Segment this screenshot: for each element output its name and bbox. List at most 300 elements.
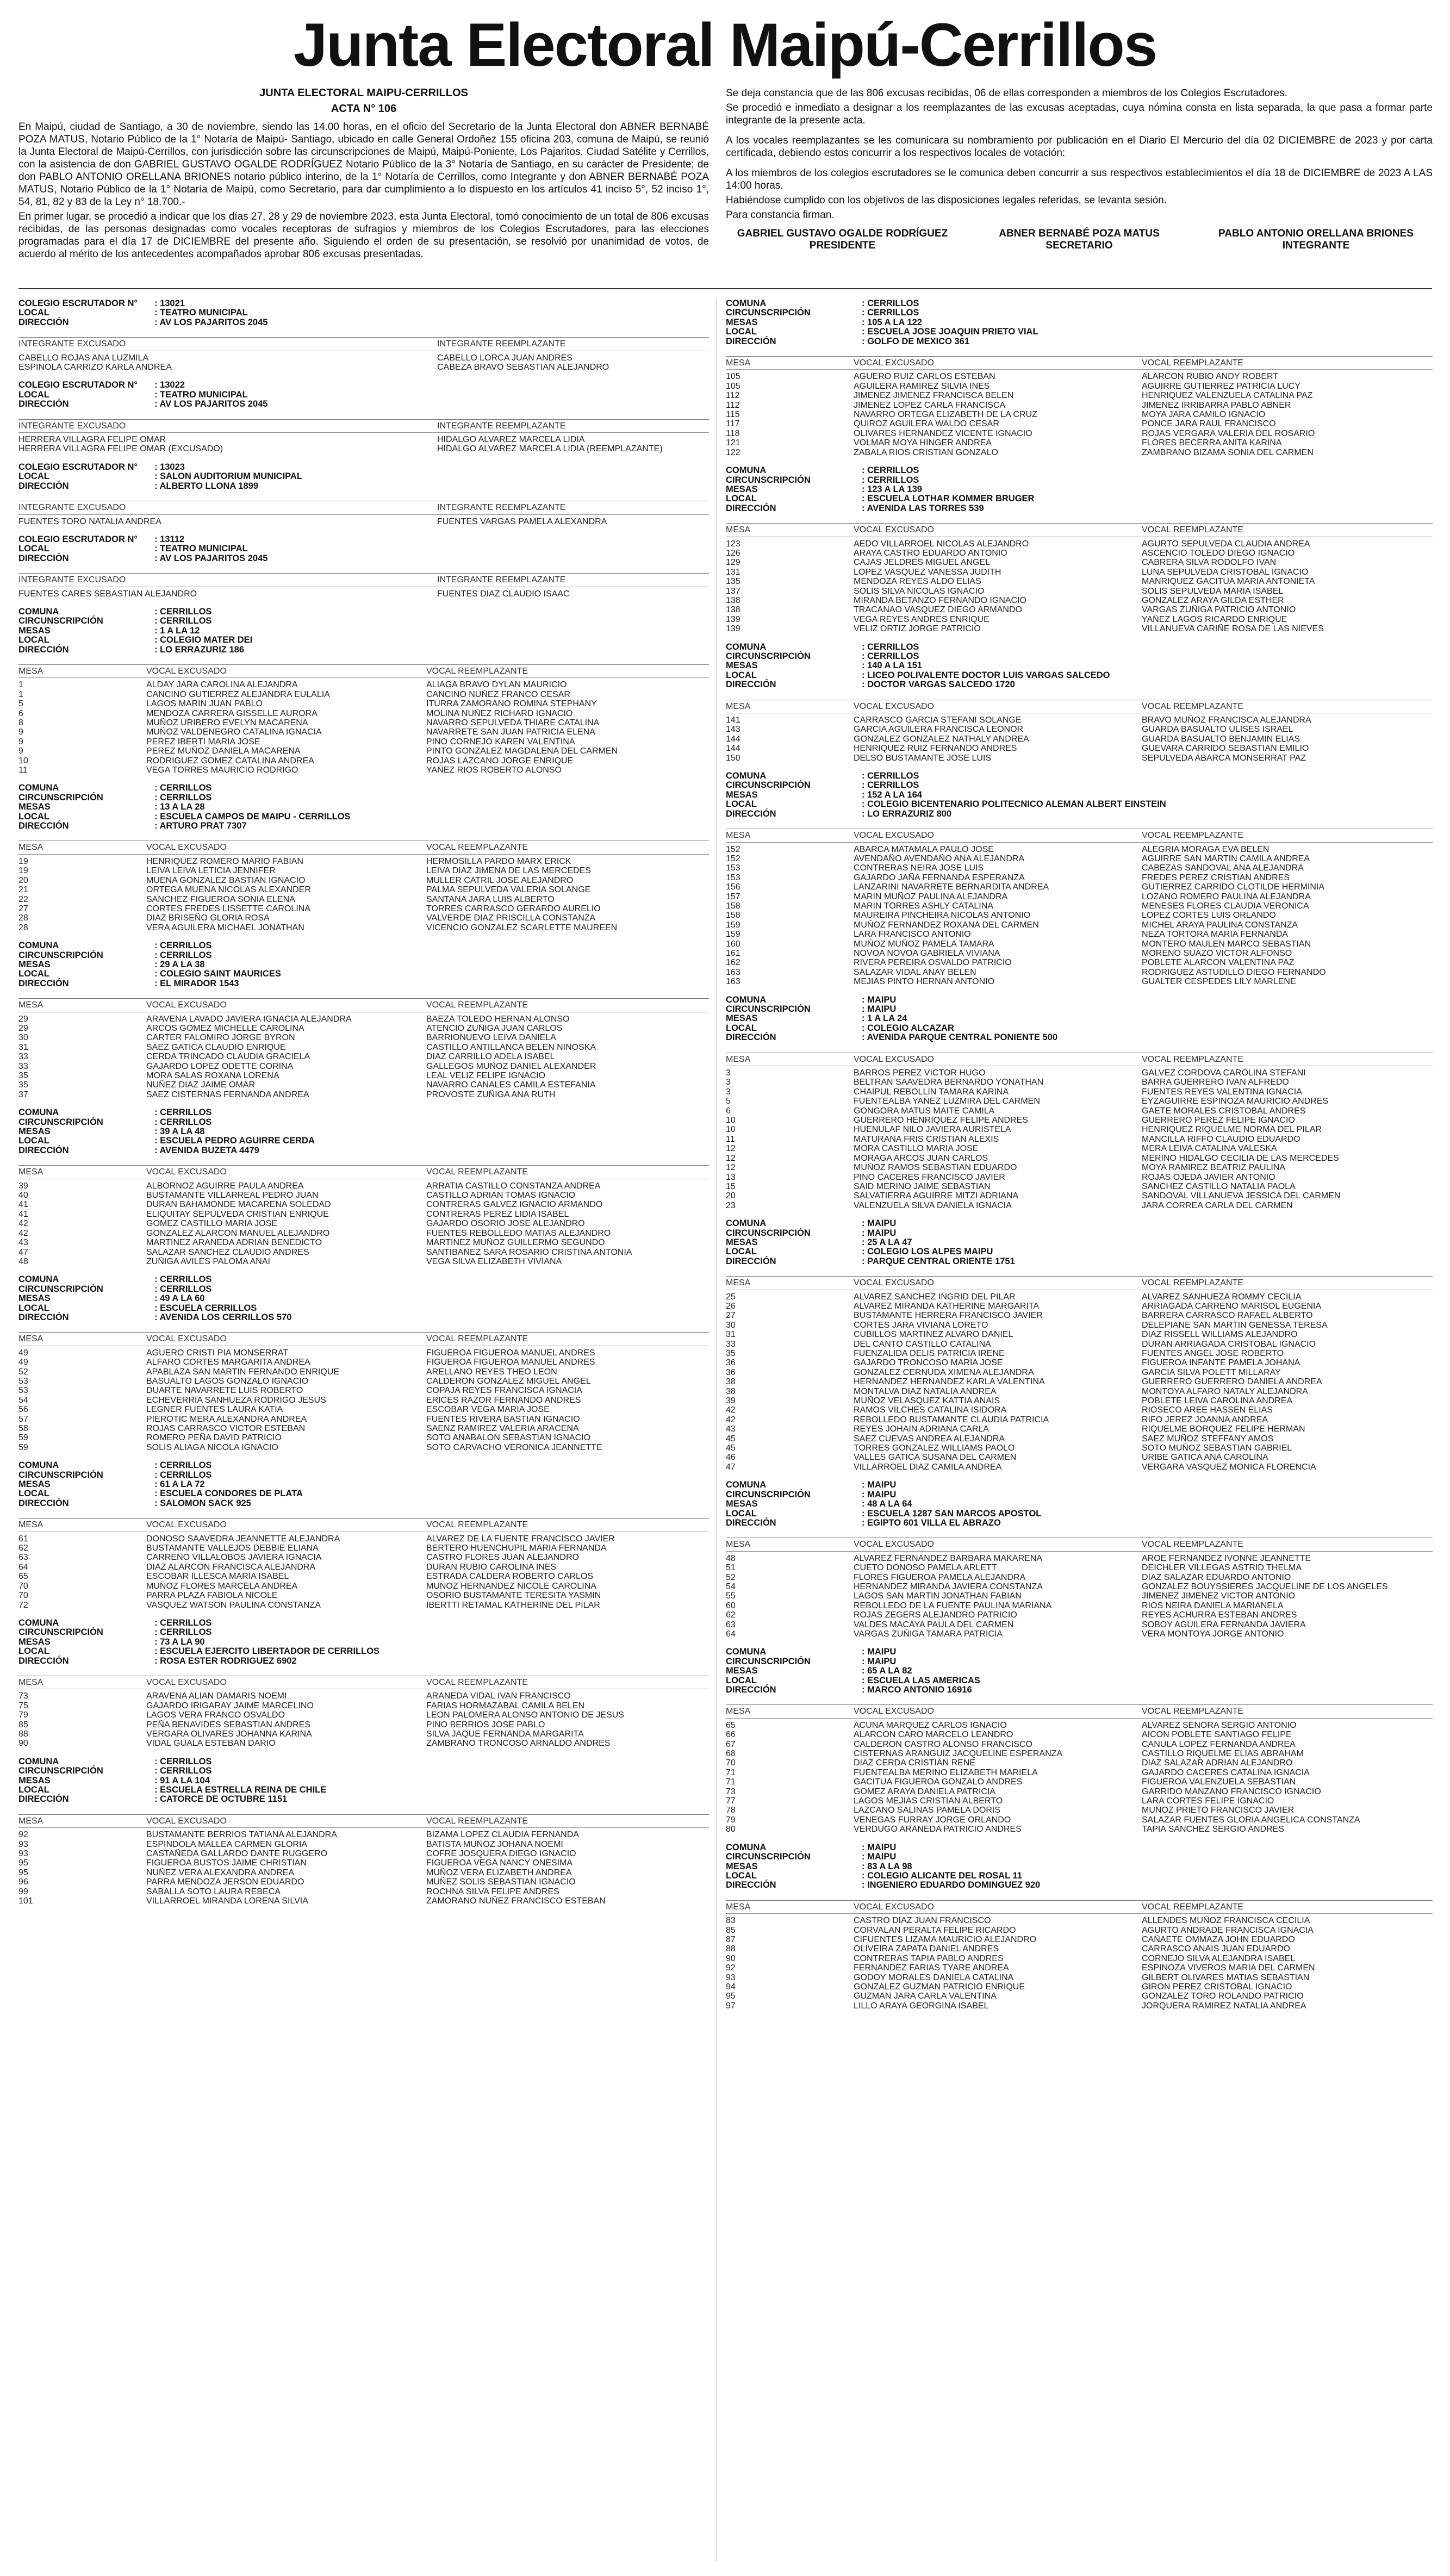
mesa-section bbox=[18, 1108, 709, 1266]
section-address bbox=[18, 1146, 709, 1155]
section-circunscripcion-label: CIRCUNSCRIPCIÓN bbox=[18, 1117, 103, 1127]
table-row bbox=[726, 1396, 1433, 1405]
section-mesas-value: : 29 A LA 38 bbox=[154, 959, 205, 969]
col-header: MESA bbox=[726, 525, 751, 535]
section-comuna-value: : MAIPU bbox=[862, 1842, 897, 1852]
section-mesas bbox=[726, 1862, 1433, 1871]
excused-vocal: LARA FRANCISCO ANTONIO bbox=[854, 930, 971, 939]
table-row bbox=[726, 1806, 1433, 1815]
colegio-number bbox=[18, 381, 709, 390]
col-header: VOCAL REEMPLAZANTE bbox=[1142, 525, 1244, 535]
mesa-section bbox=[18, 1619, 709, 1749]
replacement-vocal: ARELLANO REYES THEO LEON bbox=[426, 1367, 557, 1377]
excused-vocal: NAVARRO ORTEGA ELIZABETH DE LA CRUZ bbox=[854, 410, 1037, 420]
section-address-value: : ROSA ESTER RODRIGUEZ 6902 bbox=[154, 1656, 297, 1666]
mesa-number: 5 bbox=[726, 1097, 731, 1106]
mesa-number: 22 bbox=[18, 894, 28, 904]
mesa-number: 93 bbox=[726, 1973, 736, 1982]
excused-vocal: GAJARDO TRONCOSO MARIA JOSE bbox=[854, 1358, 1003, 1368]
table-row bbox=[726, 1796, 1433, 1806]
table-row bbox=[726, 744, 1433, 753]
replacement-vocal: SEPULVEDA ABARCA MONSERRAT PAZ bbox=[1142, 753, 1306, 763]
excused-vocal: FLORES FIGUEROA PAMELA ALEJANDRA bbox=[854, 1572, 1026, 1582]
replacement-vocal: MUÑEZ SOLIS SEBASTIAN IGNACIO bbox=[426, 1877, 576, 1887]
excused-vocal: DIAZ CERDA CRISTIAN RENE bbox=[854, 1758, 976, 1768]
table-row bbox=[726, 1311, 1433, 1320]
excused-vocal: HERNANDEZ MIRANDA JAVIERA CONSTANZA bbox=[854, 1582, 1043, 1591]
col-header: MESA bbox=[18, 1520, 43, 1530]
section-local bbox=[18, 1785, 709, 1795]
replacement-vocal: RIOSECO AREE HASSEN ELIAS bbox=[1142, 1405, 1273, 1415]
section-mesas bbox=[18, 1480, 709, 1489]
excused-vocal: MUÑOZ URIBERO EVELYN MACARENA bbox=[146, 718, 308, 727]
section-circunscripcion bbox=[726, 308, 1433, 318]
excused-vocal: PEREZ IBERTI MARIA JOSE bbox=[146, 737, 260, 746]
section-circunscripcion-label: CIRCUNSCRIPCIÓN bbox=[18, 1766, 103, 1776]
excused-vocal: CUBILLOS MARTINEZ ALVARO DANIEL bbox=[854, 1330, 1013, 1340]
excused-vocal: ARCOS GOMEZ MICHELLE CAROLINA bbox=[146, 1023, 304, 1033]
table-row bbox=[726, 596, 1433, 605]
mesa-number: 71 bbox=[726, 1777, 736, 1787]
replacement-vocal: ALLENDES MUÑOZ FRANCISCA CECILIA bbox=[1142, 1916, 1310, 1926]
section-local-value: : COLEGIO ALICANTE DEL ROSAL 11 bbox=[862, 1870, 1022, 1881]
table-row bbox=[18, 1563, 709, 1572]
mesa-number: 10 bbox=[726, 1125, 736, 1135]
excused-vocal: MARTINEZ ARANEDA ADRIAN BENEDICTO bbox=[146, 1238, 322, 1248]
section-local bbox=[18, 1489, 709, 1498]
section-mesas-value: : 105 A LA 122 bbox=[862, 317, 922, 327]
mesa-number: 30 bbox=[18, 1033, 28, 1043]
mesa-number: 70 bbox=[18, 1581, 28, 1591]
replacement-vocal: ROJAS VERGARA VALERIA DEL ROSARIO bbox=[1142, 428, 1315, 438]
col-header: MESA bbox=[726, 1707, 751, 1716]
acta-number: ACTA N° 106 bbox=[331, 103, 397, 115]
section-circunscripcion bbox=[726, 781, 1433, 790]
excused-vocal: ABARCA MATAMALA PAULO JOSE bbox=[854, 844, 994, 854]
excused-vocal: ROMERO PEÑA DAVID PATRICIO bbox=[146, 1433, 282, 1443]
mesa-number: 72 bbox=[18, 1600, 28, 1610]
table-header bbox=[18, 573, 709, 587]
replacement-vocal: ESPINOZA VIVEROS MARIA DEL CARMEN bbox=[1142, 1963, 1315, 1973]
section-circunscripcion-label: CIRCUNSCRIPCIÓN bbox=[726, 780, 811, 791]
mesa-number: 21 bbox=[18, 885, 28, 895]
section-circunscripcion-value: : CERRILLOS bbox=[154, 1766, 212, 1776]
table-row bbox=[18, 1257, 709, 1266]
table-row bbox=[726, 391, 1433, 400]
section-comuna bbox=[726, 299, 1433, 308]
section-address-value: : DOCTOR VARGAS SALCEDO 1720 bbox=[862, 680, 1015, 690]
mesa-number: 131 bbox=[726, 567, 740, 577]
replacement-vocal: MOYA JARA CAMILO IGNACIO bbox=[1142, 410, 1266, 420]
table-row bbox=[18, 1219, 709, 1228]
mesa-number: 43 bbox=[18, 1238, 28, 1248]
mesa-number: 137 bbox=[726, 586, 740, 596]
section-comuna bbox=[18, 941, 709, 950]
replacement-vocal: AGUIRRE SAN MARTIN CAMILA ANDREA bbox=[1142, 854, 1310, 863]
replacement-vocal: GIRON PEREZ CRISTOBAL IGNACIO bbox=[1142, 1982, 1292, 1992]
section-circunscripcion bbox=[18, 951, 709, 960]
section-circunscripcion bbox=[726, 476, 1433, 485]
replacement-vocal: LEAL VELIZ FELIPE IGNACIO bbox=[426, 1071, 546, 1080]
section-comuna-value: : CERRILLOS bbox=[154, 1107, 212, 1118]
table-row bbox=[18, 1433, 709, 1442]
excused-vocal: MUÑOZ VALDENEGRO CATALINA IGNACIA bbox=[146, 727, 322, 737]
table-row bbox=[18, 1396, 709, 1405]
excused-vocal: PARRA MENDOZA JERSON EDUARDO bbox=[146, 1877, 304, 1887]
table-header bbox=[18, 1165, 709, 1179]
section-address-label: DIRECCIÓN bbox=[18, 644, 69, 655]
replacement-vocal: ZAMBRANO BIZAMA SONIA DEL CARMEN bbox=[1142, 447, 1314, 457]
excused-vocal: GONZALEZ GONZALEZ NATHALY ANDREA bbox=[854, 734, 1029, 744]
section-comuna bbox=[726, 1647, 1433, 1657]
section-local-label: LOCAL bbox=[18, 811, 49, 822]
mesa-number: 135 bbox=[726, 577, 740, 587]
col-header: VOCAL REEMPLAZANTE bbox=[1142, 358, 1244, 368]
col-header: VOCAL EXCUSADO bbox=[146, 1816, 227, 1826]
replacement-vocal: SANTANA JARA LUIS ALBERTO bbox=[426, 894, 555, 904]
mesa-number: 36 bbox=[726, 1358, 736, 1368]
table-row bbox=[726, 1377, 1433, 1386]
replacement-vocal: REYES ACHURRA ESTEBAN ANDRES bbox=[1142, 1610, 1297, 1620]
table-row bbox=[726, 1116, 1433, 1125]
replacement-vocal: VALVERDE DIAZ PRISCILLA CONSTANZA bbox=[426, 913, 596, 923]
section-circunscripcion-label: CIRCUNSCRIPCIÓN bbox=[18, 792, 103, 802]
table-row bbox=[18, 444, 709, 453]
colegio-local-label: LOCAL bbox=[18, 544, 49, 554]
section-circunscripcion bbox=[726, 1005, 1433, 1014]
replacement-vocal: MONTOYA ALFARO NATALY ALEJANDRA bbox=[1142, 1386, 1308, 1396]
excused-vocal: ARAYA CASTRO EDUARDO ANTONIO bbox=[854, 548, 1007, 558]
mesa-number: 30 bbox=[726, 1320, 736, 1330]
mesa-number: 39 bbox=[18, 1181, 28, 1191]
replacement-vocal: AGUIRRE GUTIERREZ PATRICIA LUCY bbox=[1142, 381, 1300, 391]
mesa-number: 99 bbox=[18, 1887, 28, 1896]
table-row bbox=[726, 2001, 1433, 2011]
mesa-number: 38 bbox=[726, 1386, 736, 1396]
excused-vocal: REYES JOHAIN ADRIANA CARLA bbox=[854, 1424, 989, 1434]
table-row bbox=[18, 1534, 709, 1544]
excused-vocal: AEDO VILLARROEL NICOLAS ALEJANDRO bbox=[854, 539, 1029, 549]
replacement-vocal: SAEZ MUÑOZ STEFFANY AMOS bbox=[1142, 1434, 1274, 1443]
mesa-number: 64 bbox=[18, 1562, 28, 1572]
section-address-label: DIRECCIÓN bbox=[18, 1312, 69, 1322]
section-mesas bbox=[726, 1666, 1433, 1676]
mesa-number: 95 bbox=[18, 1868, 28, 1877]
excused-vocal: QUIROZ AGUILERA WALDO CESAR bbox=[854, 419, 999, 429]
excused-vocal: BUSTAMANTE BERRIOS TATIANA ALEJANDRA bbox=[146, 1830, 337, 1840]
table-header bbox=[726, 356, 1433, 370]
table-row bbox=[726, 419, 1433, 428]
replacement-vocal: SANCHEZ CASTILLO NATALIA PAOLA bbox=[1142, 1181, 1296, 1191]
section-local-value: : ESCUELA PEDRO AGUIRRE CERDA bbox=[154, 1136, 315, 1146]
mesa-section bbox=[18, 607, 709, 775]
table-row bbox=[726, 1078, 1433, 1087]
replacement-vocal: SAENZ RAMIREZ VALERIA ARACENA bbox=[426, 1424, 579, 1433]
col-header: VOCAL EXCUSADO bbox=[854, 525, 934, 535]
replacement-vocal: FARIAS HORMAZABAL CAMILA BELEN bbox=[426, 1701, 585, 1710]
replacement-vocal: CONTRERAS GALVEZ IGNACIO ARMANDO bbox=[426, 1200, 603, 1210]
mesa-number: 11 bbox=[18, 766, 28, 775]
table-row bbox=[18, 857, 709, 866]
excused-vocal: MUÑOZ FLORES MARCELA ANDREA bbox=[146, 1581, 298, 1591]
replacement-vocal: DEICHLER VILLEGAS ASTRID THELMA bbox=[1142, 1563, 1302, 1573]
replacement-vocal: RIFO JEREZ JOANNA ANDREA bbox=[1142, 1415, 1268, 1424]
table-row bbox=[18, 1729, 709, 1739]
mesa-number: 52 bbox=[18, 1367, 28, 1377]
excused-vocal: GAJARDO IRIGARAY JAIME MARCELINO bbox=[146, 1701, 314, 1710]
col-header: INTEGRANTE REEMPLAZANTE bbox=[437, 575, 566, 585]
section-address-value: : AVENIDA LAS TORRES 539 bbox=[862, 503, 984, 513]
mesa-number: 58 bbox=[18, 1424, 28, 1433]
excused-vocal: BUSTAMANTE VILLARREAL PEDRO JUAN bbox=[146, 1191, 319, 1200]
mesa-number: 42 bbox=[726, 1405, 736, 1415]
mesa-number: 37 bbox=[18, 1090, 28, 1099]
replacement-vocal: OSORIO BUSTAMANTE TERESITA YASMIN bbox=[426, 1591, 601, 1601]
section-mesas bbox=[18, 1776, 709, 1785]
excused-vocal: HUENULAF NILO JAVIERA AURISTELA bbox=[854, 1125, 1011, 1135]
table-row bbox=[18, 1710, 709, 1720]
excused-vocal: ALBORNOZ AGUIRRE PAULA ANDREA bbox=[146, 1181, 304, 1191]
excused-vocal: ZABALA RIOS CRISTIAN GONZALO bbox=[854, 447, 998, 457]
mesa-number: 153 bbox=[726, 873, 740, 882]
replacement-vocal: ESCOBAR VEGA MARIA JOSE bbox=[426, 1405, 550, 1415]
replacement-vocal: LOPEZ CORTES LUIS ORLANDO bbox=[1142, 911, 1276, 920]
section-address-label: DIRECCIÓN bbox=[18, 1498, 69, 1508]
table-row bbox=[726, 1097, 1433, 1106]
replacement-vocal: GALLEGOS MUÑOZ DANIEL ALEXANDER bbox=[426, 1061, 596, 1071]
excused-vocal: PINO CACERES FRANCISCO JAVIER bbox=[854, 1172, 1005, 1182]
replacement-vocal: SANTIBAÑEZ SARA ROSARIO CRISTINA ANTONIA bbox=[426, 1247, 632, 1257]
table-row bbox=[726, 1292, 1433, 1302]
table-row bbox=[18, 866, 709, 875]
mesa-number: 28 bbox=[18, 913, 28, 923]
section-mesas bbox=[18, 626, 709, 636]
section-comuna bbox=[726, 1480, 1433, 1490]
col-header: MESA bbox=[726, 1902, 751, 1912]
acta-paragraph-6: A los miembros de los colegios escrutadores se le comunica deben concurrir a sus respectivos establecimientos el día 18 de DICIEMBRE de 2023 A LAS 14:00 horas. bbox=[726, 167, 1433, 191]
mesa-number: 92 bbox=[726, 1963, 736, 1973]
table-row bbox=[18, 709, 709, 718]
table-row bbox=[18, 1849, 709, 1858]
table-row bbox=[18, 1691, 709, 1701]
replacement-vocal: GALVEZ CORDOVA CAROLINA STEFANI bbox=[1142, 1068, 1306, 1078]
col-header: MESA bbox=[18, 1677, 43, 1687]
section-address bbox=[18, 1313, 709, 1322]
table-header bbox=[18, 337, 709, 351]
colegio-local-value: : TEATRO MUNICIPAL bbox=[154, 389, 248, 400]
mesa-number: 51 bbox=[726, 1563, 736, 1573]
replacement-vocal: CONTRERAS PEREZ LIDIA ISABEL bbox=[426, 1209, 569, 1219]
mesa-section bbox=[726, 643, 1433, 763]
table-row bbox=[18, 1080, 709, 1090]
col-header: INTEGRANTE REEMPLAZANTE bbox=[437, 503, 566, 513]
excused-vocal: VERA AGUILERA MICHAEL JONATHAN bbox=[146, 923, 304, 932]
excused-vocal: ORTEGA MUENA NICOLAS ALEXANDER bbox=[146, 885, 311, 895]
excused-vocal: LOPEZ VASQUEZ VANESSA JUDITH bbox=[854, 567, 1001, 577]
excused-vocal: LEIVA LEIVA LETICIA JENNIFER bbox=[146, 866, 276, 876]
excused-vocal: CUETO DONOSO PAMELA ARLETT bbox=[854, 1563, 997, 1573]
excused-vocal: GONGORA MATUS MAITE CAMILA bbox=[854, 1106, 995, 1116]
section-comuna-label: COMUNA bbox=[18, 1756, 59, 1766]
excused-vocal: CORTES JARA VIVIANA LORETO bbox=[854, 1320, 988, 1330]
section-comuna-value: : CERRILLOS bbox=[862, 642, 919, 652]
table-row bbox=[18, 353, 709, 363]
table-row bbox=[18, 1024, 709, 1033]
replacement-vocal: DIAZ RISSELL WILLIAMS ALEJANDRO bbox=[1142, 1330, 1298, 1340]
mesa-number: 10 bbox=[726, 1116, 736, 1125]
mesa-number: 143 bbox=[726, 725, 740, 735]
table-header bbox=[726, 523, 1433, 537]
mesa-number: 15 bbox=[726, 1181, 736, 1191]
table-row bbox=[726, 1163, 1433, 1172]
section-comuna-value: : MAIPU bbox=[862, 1480, 897, 1490]
table-row bbox=[18, 1248, 709, 1257]
table-row bbox=[726, 539, 1433, 549]
section-address-value: : PARQUE CENTRAL ORIENTE 1751 bbox=[862, 1256, 1015, 1266]
table-row bbox=[18, 1887, 709, 1896]
colegio-number-value: : 13022 bbox=[154, 380, 185, 390]
colegio-number-label: COLEGIO ESCRUTADOR N° bbox=[18, 298, 138, 308]
section-comuna bbox=[726, 643, 1433, 652]
excused-vocal: LILLO ARAYA GEORGINA ISABEL bbox=[854, 2001, 989, 2011]
excused-vocal: ESCOBAR ILLESCA MARIA ISABEL bbox=[146, 1572, 289, 1582]
section-local bbox=[18, 636, 709, 645]
section-mesas-label: MESAS bbox=[726, 317, 758, 327]
section-comuna-value: : CERRILLOS bbox=[862, 298, 919, 308]
excused-vocal: REBOLLEDO DE LA FUENTE PAULINA MARIANA bbox=[854, 1601, 1052, 1610]
section-mesas-label: MESAS bbox=[726, 661, 758, 671]
table-row bbox=[18, 1877, 709, 1887]
section-mesas bbox=[726, 485, 1433, 494]
col-header: MESA bbox=[18, 666, 43, 676]
table-row bbox=[726, 1302, 1433, 1311]
table-row bbox=[726, 754, 1433, 763]
table-row bbox=[18, 1544, 709, 1553]
excused-vocal: MEJIAS PINTO HERNAN ANTONIO bbox=[854, 977, 995, 987]
excused-vocal: CARTER FALOMIRO JORGE BYRON bbox=[146, 1033, 295, 1043]
section-circunscripcion-label: CIRCUNSCRIPCIÓN bbox=[18, 1627, 103, 1638]
section-local bbox=[726, 1676, 1433, 1685]
signature-name: ABNER BERNABÉ POZA MATUS bbox=[999, 228, 1160, 239]
mesa-number: 31 bbox=[726, 1330, 736, 1340]
excused-name: CABELLO ROJAS ANA LUZMILA bbox=[18, 353, 149, 363]
col-header: VOCAL EXCUSADO bbox=[854, 1054, 934, 1064]
colegio-number-label: COLEGIO ESCRUTADOR N° bbox=[18, 534, 138, 544]
section-local-value: : ESCUELA CAMPOS DE MAIPU - CERRILLOS bbox=[154, 811, 351, 822]
excused-vocal: ALVAREZ FERNANDEZ BARBARA MAKARENA bbox=[854, 1553, 1043, 1563]
excused-vocal: NUÑEZ VERA ALEXANDRA ANDREA bbox=[146, 1868, 295, 1877]
table-row bbox=[726, 1443, 1433, 1453]
acta-paragraph-2: En primer lugar, se procedió a indicar que los días 27, 28 y 29 de noviembre 2023, esta Junta Electoral, tomó conocimiento de un total de 806 excusas recibidas, de las personas designadas como vocales receptoras de sufragios y miembros de los Colegios Escrutadores, para las elecciones programadas para el día 17 de DICIEMBRE del presente año. Siguiendo el orden de su presentación, se resolvió por unanimidad de votos, de acuerdo al mérito de los antecedentes acompañados aprobar 806 excusas presentadas. bbox=[18, 211, 709, 260]
mesa-number: 1 bbox=[18, 689, 23, 699]
replacement-vocal: SOTO CARVACHO VERONICA JEANNETTE bbox=[426, 1442, 602, 1452]
excused-vocal: VALDES MACAYA PAULA DEL CARMEN bbox=[854, 1620, 1014, 1629]
col-header: INTEGRANTE EXCUSADO bbox=[18, 575, 126, 585]
mesa-number: 152 bbox=[726, 854, 740, 863]
replacement-vocal: FUENTES ANGEL JOSE ROBERTO bbox=[1142, 1349, 1284, 1358]
mesa-number: 163 bbox=[726, 967, 740, 977]
section-address bbox=[18, 645, 709, 655]
col-header: MESA bbox=[726, 831, 751, 841]
table-row bbox=[726, 1424, 1433, 1434]
table-header bbox=[726, 1538, 1433, 1551]
replacement-name: HIDALGO ALVAREZ MARCELA LIDIA bbox=[437, 435, 585, 445]
table-row bbox=[726, 958, 1433, 967]
excused-vocal: CONTRERAS TAPIA PABLO ANDRES bbox=[854, 1953, 1004, 1963]
section-address bbox=[726, 1881, 1433, 1890]
col-header: VOCAL EXCUSADO bbox=[146, 1334, 227, 1344]
mesa-number: 62 bbox=[726, 1610, 736, 1620]
replacement-vocal: CABEZAS SANDOVAL ANA ALEJANDRA bbox=[1142, 863, 1304, 873]
excused-vocal: ACUÑA MARQUEZ CARLOS IGNACIO bbox=[854, 1720, 1007, 1730]
excused-vocal: SALVATIERRA AGUIRRE MITZI ADRIANA bbox=[854, 1191, 1019, 1201]
excused-vocal: LAZCANO SALINAS PAMELA DORIS bbox=[854, 1806, 1001, 1815]
acta-continuation bbox=[726, 87, 1433, 252]
table-row bbox=[726, 1434, 1433, 1443]
replacement-vocal: RIOS NEIRA DANIELA MARIANELA bbox=[1142, 1601, 1284, 1610]
section-local-value: : ESCUELA ESTRELLA REINA DE CHILE bbox=[154, 1785, 327, 1795]
table-row bbox=[726, 1721, 1433, 1730]
section-comuna bbox=[18, 607, 709, 617]
replacement-vocal: GUALTER CESPEDES LILY MARLENE bbox=[1142, 977, 1296, 987]
table-row bbox=[18, 435, 709, 444]
section-comuna-value: : CERRILLOS bbox=[154, 1617, 212, 1628]
table-row bbox=[726, 1135, 1433, 1144]
mesa-number: 33 bbox=[18, 1061, 28, 1071]
mesa-number: 47 bbox=[726, 1462, 736, 1472]
table-row bbox=[726, 1453, 1433, 1462]
excused-vocal: DIAZ ALARCON FRANCISCA ALEJANDRA bbox=[146, 1562, 316, 1572]
excused-vocal: SALAZAR SANCHEZ CLAUDIO ANDRES bbox=[146, 1247, 309, 1257]
section-mesas-value: : 91 A LA 104 bbox=[154, 1775, 210, 1785]
mesa-number: 153 bbox=[726, 863, 740, 873]
section-mesas-value: : 25 A LA 47 bbox=[862, 1237, 912, 1247]
replacement-vocal: VERA MONTOYA JORGE ANTONIO bbox=[1142, 1629, 1284, 1639]
section-comuna-label: COMUNA bbox=[18, 783, 59, 793]
replacement-name: CABELLO LORCA JUAN ANDRES bbox=[437, 353, 572, 363]
right-column bbox=[726, 299, 1433, 2019]
excused-vocal: NUÑEZ DIAZ JAIME OMAR bbox=[146, 1080, 256, 1090]
section-local bbox=[726, 800, 1433, 809]
replacement-vocal: GAJARDO CACERES CATALINA IGNACIA bbox=[1142, 1768, 1310, 1777]
section-local-value: : ESCUELA JOSE JOAQUIN PRIETO VIAL bbox=[862, 327, 1038, 337]
replacement-vocal: CASTRO FLORES JUAN ALEJANDRO bbox=[426, 1553, 579, 1563]
replacement-vocal: MERINO HIDALGO CECILIA DE LAS MERCEDES bbox=[1142, 1153, 1339, 1163]
col-header: INTEGRANTE REEMPLAZANTE bbox=[437, 421, 566, 431]
left-column bbox=[18, 299, 709, 1914]
excused-vocal: DONOSO SAAVEDRA JEANNETTE ALEJANDRA bbox=[146, 1534, 340, 1544]
excused-vocal: VALLES GATICA SUSANA DEL CARMEN bbox=[854, 1453, 1017, 1463]
excused-vocal: VILLARROEL DIAZ CAMILA ANDREA bbox=[854, 1462, 1002, 1472]
section-local-label: LOCAL bbox=[726, 799, 757, 810]
excused-vocal: MENDOZA REYES ALDO ELIAS bbox=[854, 577, 981, 587]
replacement-vocal: NAVARRO CANALES CAMILA ESTEFANIA bbox=[426, 1080, 596, 1090]
excused-vocal: LAGOS VERA FRANCO OSVALDO bbox=[146, 1710, 285, 1720]
section-comuna bbox=[726, 771, 1433, 781]
section-local-value: : ESCUELA CERRILLOS bbox=[154, 1303, 257, 1313]
mesa-number: 158 bbox=[726, 911, 740, 920]
excused-vocal: MUÑOZ VELASQUEZ KATTIA ANAIS bbox=[854, 1396, 1000, 1406]
mesa-number: 93 bbox=[18, 1849, 28, 1859]
excused-vocal: AVENDAÑO AVENDAÑO ANA ALEJANDRA bbox=[854, 854, 1025, 863]
mesa-number: 41 bbox=[18, 1200, 28, 1210]
section-circunscripcion-value: : CERRILLOS bbox=[154, 1117, 212, 1127]
section-mesas-value: : 13 A LA 28 bbox=[154, 802, 205, 812]
replacement-vocal: GARRIDO MANZANO FRANCISCO IGNACIO bbox=[1142, 1787, 1321, 1796]
section-address-label: DIRECCIÓN bbox=[726, 503, 776, 513]
section-comuna-label: COMUNA bbox=[18, 1107, 59, 1118]
table-row bbox=[18, 1701, 709, 1710]
